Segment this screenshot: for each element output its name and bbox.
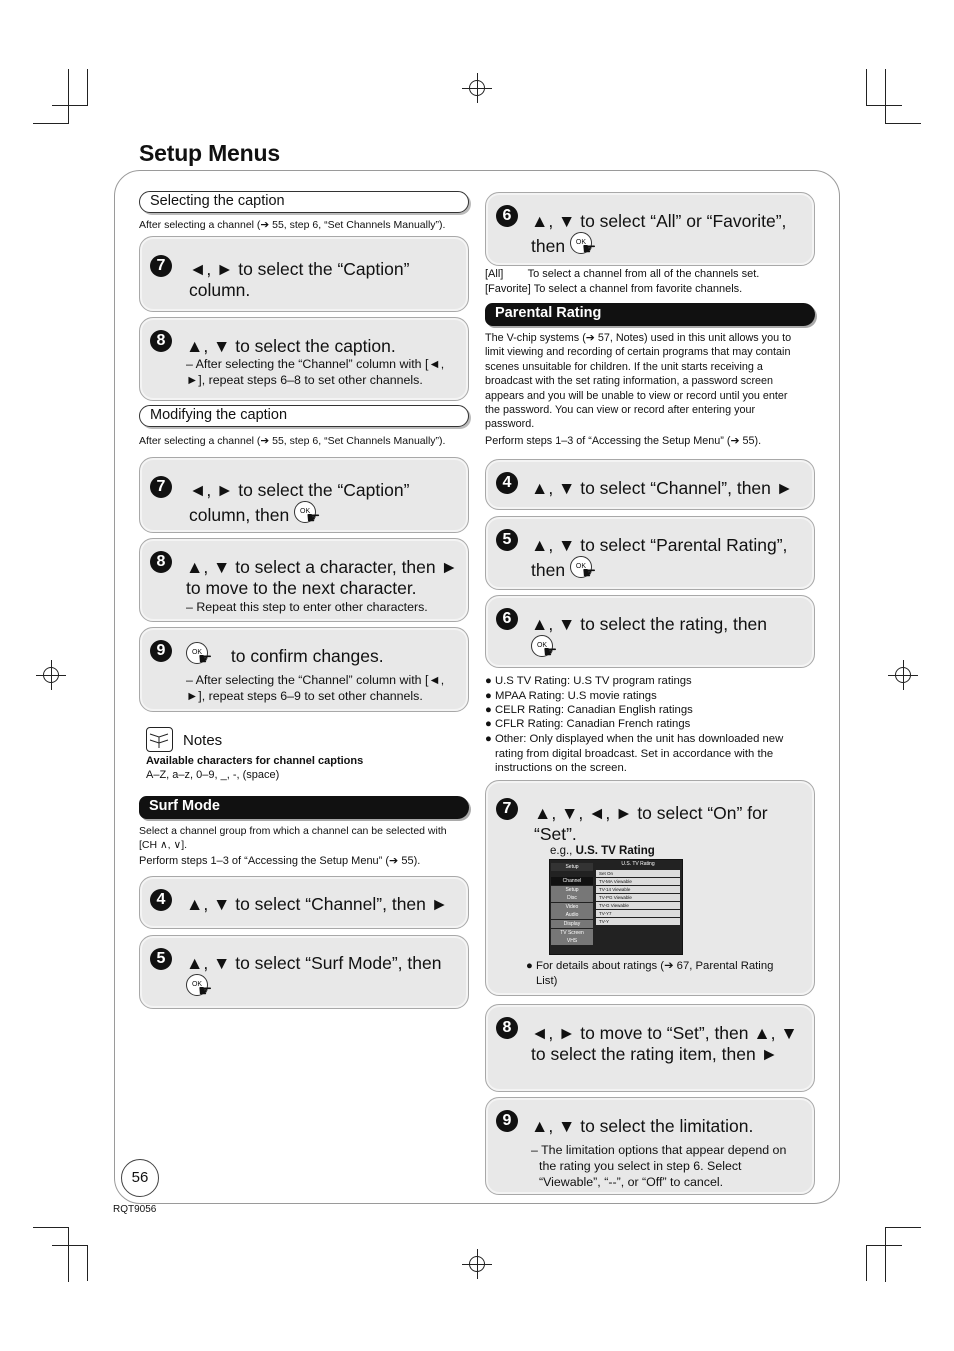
step-text [531,614,811,663]
step-box-5 [485,516,815,590]
step-box-8 [485,1004,815,1092]
step-text: ▲, ▼ to select “Channel”, then ► [531,478,794,498]
step-box-6 [485,192,815,266]
osd-header: U.S. TV Rating [621,861,655,867]
example-label: e.g., U.S. TV Rating [550,845,655,857]
step-number: 7 [150,476,172,498]
step-number: 4 [150,889,172,911]
step-number: 7 [150,255,172,277]
crop-mark [52,1245,88,1246]
osd-rating-grid: Set On TV-MA Viewable TV-14 Viewable TV-PG Viewable TV-G Viewable TV-Y7 TV-Y [596,870,680,926]
step-number: 9 [150,640,172,662]
rating-bullet: ● MPAA Rating: U.S movie ratings [485,690,657,702]
step-number: 8 [150,551,172,573]
crop-mark [33,123,69,124]
step-box-4 [139,876,469,929]
step-number: 9 [496,1110,518,1132]
step-number: 6 [496,608,518,630]
step-subtext: – The limitation options that appear depend on the rating you select in step 6. Select “Viewable”, “--”, or “Off” to cancel. [531,1143,787,1189]
step-box-7 [139,457,469,533]
step-subtext: – Repeat this step to enter other characters. [186,600,428,614]
parental-description: The V-chip systems (➔ 57, Notes) used in this unit allows you to limit viewing and recording of certain programs that may contain scenes unsuitable for children. If the unit starts receiving a broadcast with the set rating information, a password screen appears and you will be unable to view or record until you enter the password. You can view or record after entering your password. [485,332,792,431]
step-text [189,480,449,529]
crop-mark [866,1245,867,1281]
step-text [531,535,811,584]
crop-mark [866,1245,902,1246]
step-box-9 [139,627,469,712]
step-number: 8 [496,1017,518,1039]
step-text: ▲, ▼ to select the caption. [186,336,396,356]
step-text: ▲, ▼ to select a character, then ► to move to the next character. [186,557,458,598]
step-label: ◄, ► to select the “Caption” column, then [189,480,410,525]
crop-mark [87,69,88,105]
step-box-8 [139,538,469,622]
registration-mark [36,660,66,690]
step-box-6 [485,595,815,668]
step-text [186,642,466,670]
step-box-7 [139,236,469,312]
crop-mark [68,1227,69,1282]
registration-mark [462,73,492,103]
registration-mark [462,1249,492,1279]
crop-mark [885,1227,921,1228]
ok-button-icon: OK ☛ [570,232,610,260]
step-box-5 [139,935,469,1009]
tv-rating-screen-image [549,859,683,955]
step-label: ▲, ▼ to select “All” or “Favorite”, then [531,211,787,256]
surf-perform: Perform steps 1–3 of “Accessing the Setup Menu” (➔ 55). [139,855,421,867]
step-box-4 [485,459,815,510]
ok-button-icon: OK ☛ [186,974,226,1002]
notes-title: Available characters for channel captions [146,755,364,767]
crop-mark [52,105,88,106]
crop-mark [885,123,921,124]
step-label: ▲, ▼ to select “Parental Rating”, then [531,535,788,580]
step-box-9 [485,1097,815,1195]
registration-mark [888,660,918,690]
page-number: 56 [121,1159,159,1197]
crop-mark [33,1227,69,1228]
section-heading-surf-mode: Surf Mode [139,796,469,819]
step-label: to confirm changes. [230,646,384,666]
rating-bullet: ● Other: Only displayed when the unit has downloaded new rating from digital broadcast. Set in accordance with the instructions on the screen. [485,733,784,774]
rating-bullet: ● CFLR Rating: Canadian French ratings [485,718,691,730]
step-text: ▲, ▼ to select the limitation. [531,1116,754,1136]
rating-bullet: ● U.S TV Rating: U.S TV program ratings [485,675,692,687]
step-text [186,953,466,1002]
crop-mark [866,69,867,105]
step-label: ▲, ▼ to select the rating, then [531,614,768,634]
parental-perform: Perform steps 1–3 of “Accessing the Setup Menu” (➔ 55). [485,435,762,447]
surf-description: Select a channel group from which a channel can be selected with [CH ∧, ∨]. [139,825,447,851]
crop-mark [866,105,902,106]
ok-button-icon: OK ☛ [294,501,334,529]
step-number: 5 [496,529,518,551]
osd-side-menu: Setup Channel Setup Disc Video Audio Display TV Screen VHS [551,863,593,946]
ok-button-icon: OK ☛ [531,635,571,663]
step-subtext: – After selecting the “Channel” column with [◄, ►], repeat steps 6–9 to set other channels. [186,673,445,703]
section-heading-selecting-caption: Selecting the caption [139,191,469,213]
page-title: Setup Menus [139,140,280,166]
notes-text: A–Z, a–z, 0–9, _, -, (space) [146,769,280,781]
ok-button-icon: OK ☛ [186,642,226,670]
crop-mark [885,69,886,124]
crop-mark [87,1245,88,1281]
notes-book-icon [146,727,173,752]
step-box-8 [139,317,469,401]
rating-bullet: ● CELR Rating: Canadian English ratings [485,704,693,716]
step-number: 5 [150,948,172,970]
step-text [531,211,811,260]
step-number: 6 [496,205,518,227]
ref-text: After selecting a channel (➔ 55, step 6, “Set Channels Manually”). [139,435,446,447]
step-label: ▲, ▼ to select “Surf Mode”, then [186,953,442,973]
step-number: 8 [150,330,172,352]
step-text: ▲, ▼, ◄, ► to select “On” for “Set”. [534,803,768,844]
step-text: ◄, ► to move to “Set”, then ▲, ▼ to select the rating item, then ► [531,1023,798,1064]
favorite-option-desc: [Favorite] To select a channel from favorite channels. [485,283,743,295]
crop-mark [68,69,69,124]
ok-button-icon: OK ☛ [570,556,610,584]
ref-text: After selecting a channel (➔ 55, step 6, “Set Channels Manually”). [139,219,446,231]
step-number: 4 [496,472,518,494]
section-heading-modifying-caption: Modifying the caption [139,405,469,427]
step-number: 7 [496,798,518,820]
notes-label: Notes [183,732,223,749]
crop-mark [885,1227,886,1282]
step-subtext: – After selecting the “Channel” column with [◄, ►], repeat steps 6–8 to set other channels. [186,357,445,387]
document-code: RQT9056 [113,1204,157,1215]
rating-detail: ● For details about ratings (➔ 67, Parental Rating List) [526,960,774,987]
step-text: ◄, ► to select the “Caption” column. [189,259,410,300]
step-text: ▲, ▼ to select “Channel”, then ► [186,894,449,914]
section-heading-parental-rating: Parental Rating [485,303,815,326]
all-option-desc: [All] To select a channel from all of the channels set. [485,268,760,280]
